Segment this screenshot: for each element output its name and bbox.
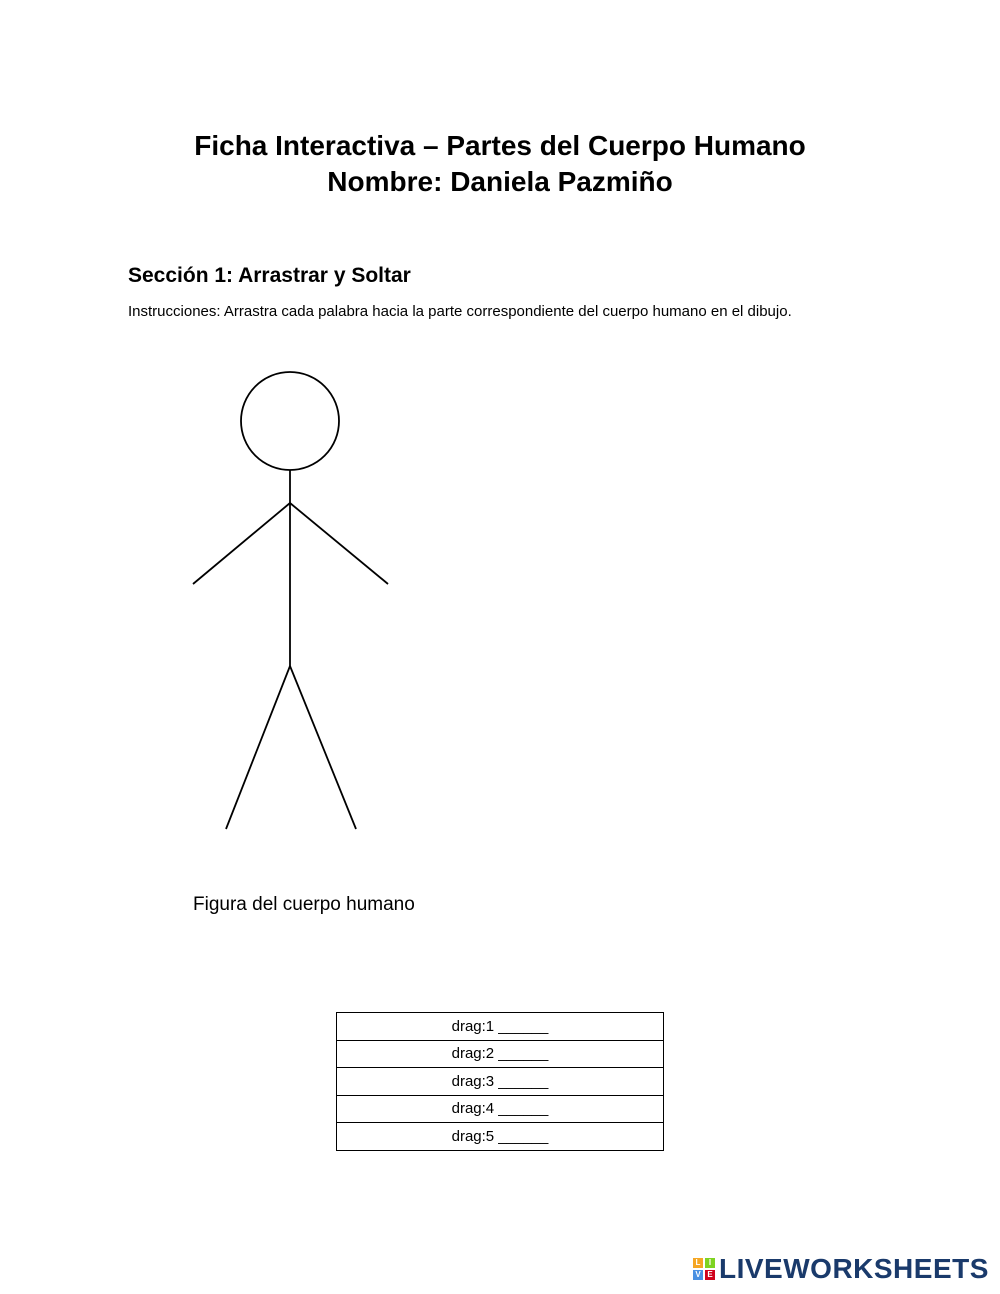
table-row	[337, 1068, 664, 1096]
table-row	[337, 1013, 664, 1041]
drag-slot-1[interactable]: drag:1 ______	[337, 1013, 664, 1041]
drag-slot-3[interactable]: drag:3 ______	[337, 1068, 664, 1096]
stick-figure	[180, 360, 410, 840]
figure-caption: Figura del cuerpo humano	[193, 894, 415, 915]
figure-left-arm	[193, 503, 290, 584]
logo-tile-2: I	[705, 1258, 715, 1268]
drag-slot-2[interactable]: drag:2 ______	[337, 1040, 664, 1068]
table-row	[337, 1095, 664, 1123]
liveworksheets-logo	[693, 1254, 989, 1284]
logo-mark-icon	[693, 1258, 715, 1280]
logo-tile-4: E	[705, 1270, 715, 1280]
worksheet-title: Ficha Interactiva – Partes del Cuerpo Humano	[194, 130, 806, 161]
figure-left-leg	[226, 666, 290, 829]
logo-text: LIVEWORKSHEETS	[719, 1253, 989, 1284]
table-row	[337, 1040, 664, 1068]
figure-head	[241, 372, 339, 470]
page-title	[0, 128, 1000, 200]
table-row	[337, 1123, 664, 1151]
drag-slot-4[interactable]: drag:4 ______	[337, 1095, 664, 1123]
figure-right-leg	[290, 666, 356, 829]
student-name: Nombre: Daniela Pazmiño	[327, 166, 673, 197]
drag-slots-table	[336, 1012, 664, 1151]
figure-right-arm	[290, 503, 388, 584]
section-heading: Sección 1: Arrastrar y Soltar	[128, 264, 411, 287]
drag-slot-5[interactable]: drag:5 ______	[337, 1123, 664, 1151]
instructions-text: Instrucciones: Arrastra cada palabra hacia la parte correspondiente del cuerpo humano en el dibujo.	[128, 303, 792, 320]
logo-tile-3: V	[693, 1270, 703, 1280]
logo-tile-1: L	[693, 1258, 703, 1268]
